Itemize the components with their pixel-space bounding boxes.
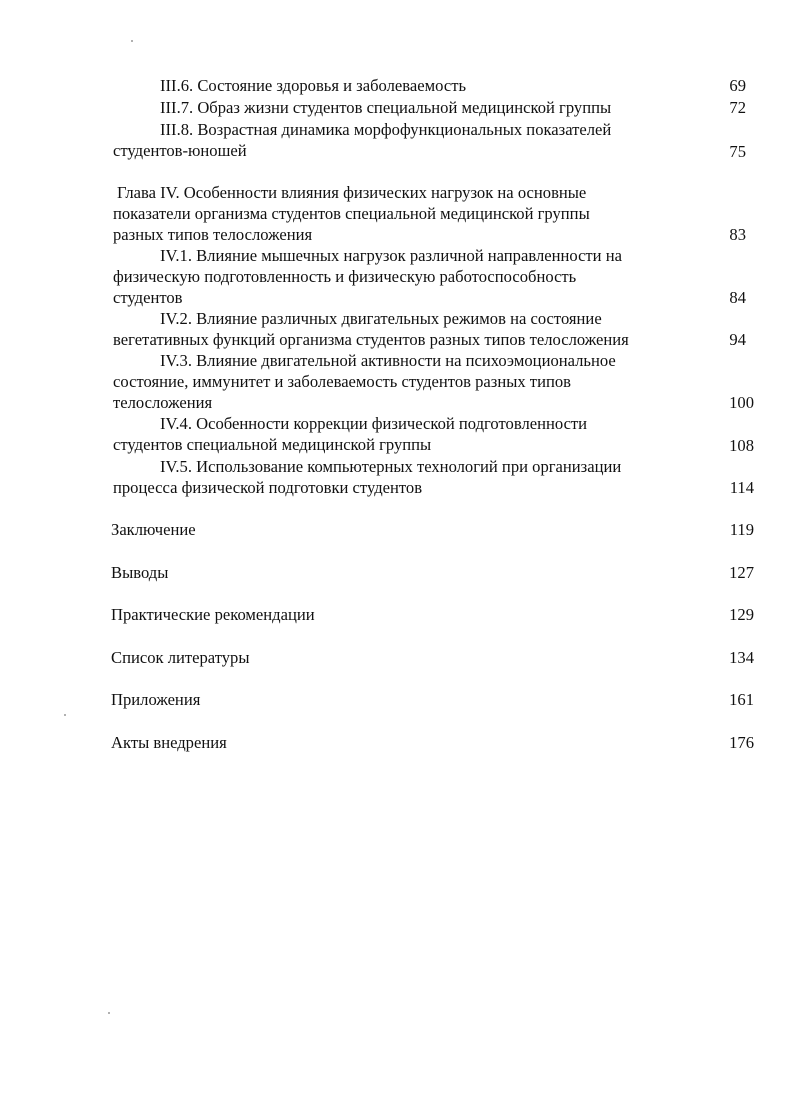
- toc-chapter-iv-line2: показатели организма студентов специальной медицинской группы: [113, 204, 590, 223]
- scan-speck: [131, 40, 133, 42]
- toc-chapter-iv-line3: разных типов телосложения: [113, 225, 313, 244]
- toc-entry-iv2-line1: IV.2. Влияние различных двигательных режимов на состояние: [160, 309, 602, 328]
- toc-entry-iv1-line3: студентов: [113, 288, 183, 307]
- toc-entry-iv2-page: 94: [729, 330, 746, 349]
- toc-entry-iv2-line2: вегетативных функций организма студентов разных типов телосложения: [113, 330, 629, 349]
- toc-entry-iv4-line2: студентов специальной медицинской группы: [113, 435, 432, 454]
- scan-speck: [108, 1012, 110, 1014]
- toc-entry-iv1-line1: IV.1. Влияние мышечных нагрузок различной направленности на: [160, 246, 622, 265]
- toc-entry-iii6-page: 69: [729, 76, 746, 95]
- toc-recommendations-title: Практические рекомендации: [111, 605, 315, 624]
- toc-conclusion-page: 119: [729, 520, 754, 539]
- toc-chapter-iv-page: 83: [729, 225, 746, 244]
- toc-conclusion-title: Заключение: [111, 520, 196, 539]
- toc-entry-iv3-line3: телосложения: [113, 393, 213, 412]
- toc-entry-iii7-title: III.7. Образ жизни студентов специальной медицинской группы: [160, 98, 612, 117]
- toc-entry-iv1-line2: физическую подготовленность и физическую работоспособность: [113, 267, 577, 286]
- toc-appendices-page: 161: [729, 690, 754, 709]
- toc-literature-page: 134: [729, 648, 754, 667]
- toc-entry-iv5-line2: процесса физической подготовки студентов: [113, 478, 423, 497]
- toc-entry-iv5-line1: IV.5. Использование компьютерных технологий при организации: [160, 457, 622, 476]
- toc-findings-title: Выводы: [111, 563, 169, 582]
- toc-recommendations-page: 129: [729, 605, 754, 624]
- toc-entry-iv3-page: 100: [729, 393, 754, 412]
- toc-entry-iv3-line1: IV.3. Влияние двигательной активности на психоэмоциональное: [160, 351, 616, 370]
- toc-entry-iii7-page: 72: [729, 98, 746, 117]
- toc-acts-title: Акты внедрения: [111, 733, 227, 752]
- scan-speck: [64, 714, 66, 716]
- toc-entry-iv3-line2: состояние, иммунитет и заболеваемость студентов разных типов: [113, 372, 571, 391]
- toc-entry-iii8-line1: III.8. Возрастная динамика морфофункциональных показателей: [160, 120, 612, 139]
- toc-chapter-iv-line1: Глава IV. Особенности влияния физических нагрузок на основные: [117, 183, 587, 202]
- toc-entry-iv4-line1: IV.4. Особенности коррекции физической подготовленности: [160, 414, 588, 433]
- toc-appendices-title: Приложения: [111, 690, 201, 709]
- toc-entry-iv5-page: 114: [729, 478, 754, 497]
- toc-entry-iii6-title: III.6. Состояние здоровья и заболеваемость: [160, 76, 467, 95]
- toc-literature-title: Список литературы: [111, 648, 250, 667]
- toc-findings-page: 127: [729, 563, 754, 582]
- toc-entry-iv4-page: 108: [729, 436, 754, 455]
- toc-entry-iv1-page: 84: [729, 288, 746, 307]
- toc-entry-iii8-line2: студентов-юношей: [113, 141, 247, 160]
- toc-acts-page: 176: [729, 733, 754, 752]
- toc-entry-iii8-page: 75: [729, 142, 746, 161]
